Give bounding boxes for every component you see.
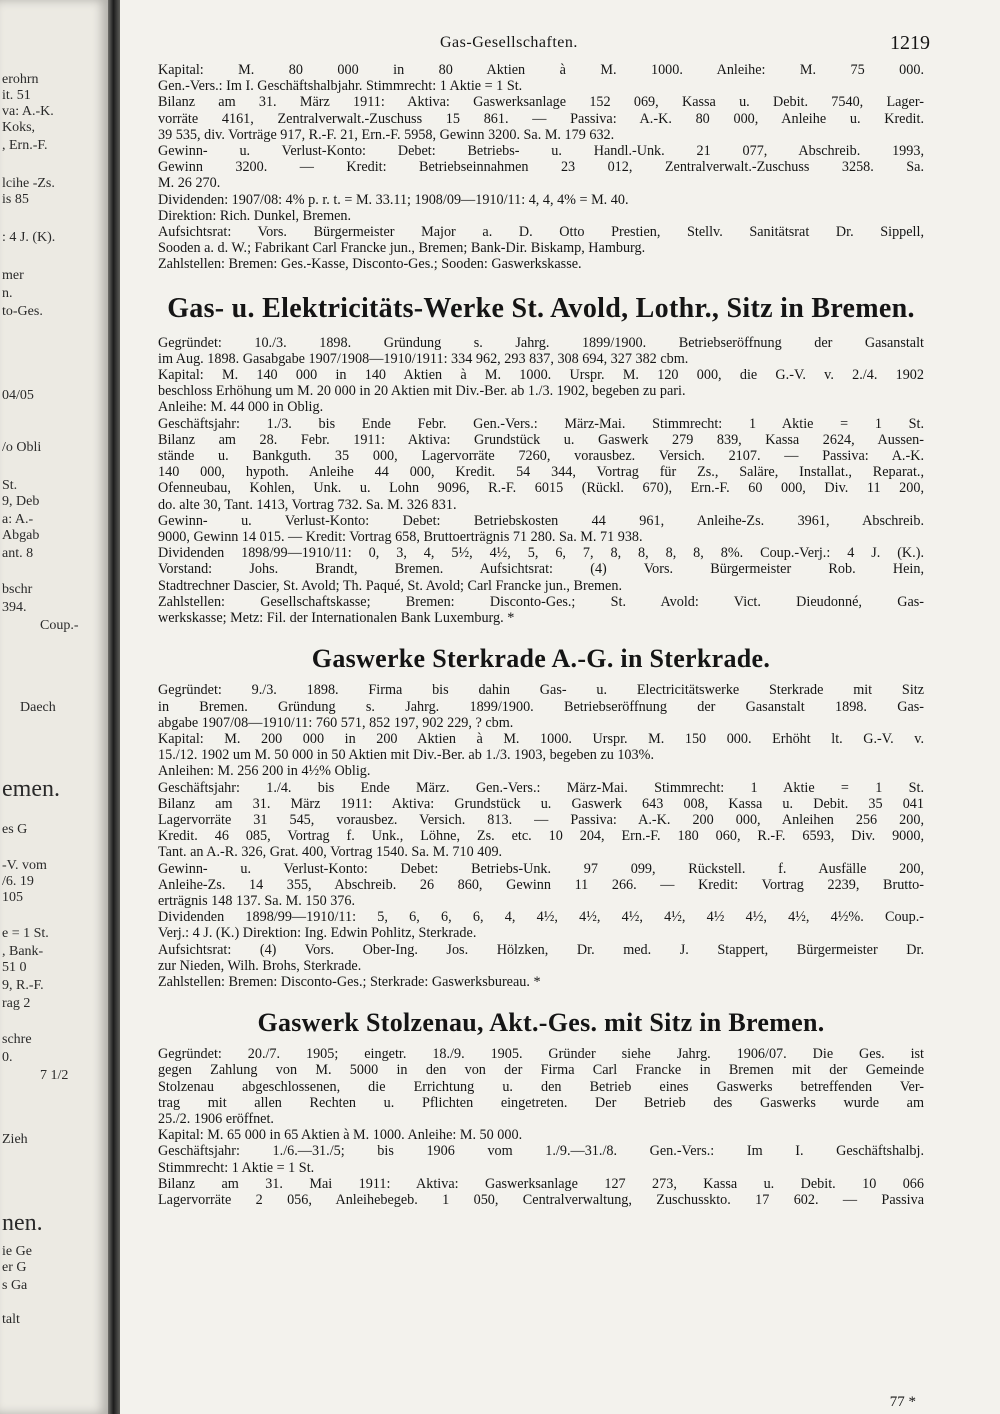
text-line: in Bremen. Gründung s. Jahrg. 1899/1900. Betriebseröffnung der Gasanstalt 1898. Gas-	[158, 698, 924, 715]
left-page-fragment: talt	[2, 1312, 20, 1327]
text-line: Gewinn- u. Verlust-Konto: Debet: Betriebs-Unk. 97 099, Rückstell. f. Ausfälle 200,	[158, 860, 924, 877]
page-header	[120, 34, 1000, 56]
text-line: im Aug. 1898. Gasabgabe 1907/1908—1910/1911: 334 962, 293 837, 308 694, 327 382 cbm.	[158, 350, 689, 367]
text-line: Anleihe-Zs. 14 355, Abschreib. 26 860, Gewinn 11 266. — Kredit: Vortrag 2239, Brutto-	[158, 876, 924, 893]
text-line: Aufsichtsrat: Vors. Bürgermeister Major a. D. Otto Prestien, Stellv. Sanitätsrat Dr. Sippell,	[158, 224, 924, 241]
text-line: Gegründet: 20./7. 1905; eingetr. 18./9. 1905. Gründer siehe Jahrg. 1906/07. Die Ges. ist	[158, 1046, 924, 1063]
text-line: Kapital: M. 65 000 in 65 Aktien à M. 1000. Anleihe: M. 50 000.	[158, 1127, 523, 1144]
left-page-fragment: Zieh	[2, 1132, 28, 1147]
text-line: Kredit. 46 085, Vortrag f. Unk., Löhne, Zs. etc. 10 204, Ern.-F. 180 060, R.-F. 6593, Div. 9000,	[158, 828, 924, 845]
left-page-fragment: , Bank-	[2, 944, 44, 959]
text-line: Geschäftsjahr: 1./3. bis Ende Febr. Gen.-Vers.: März-Mai. Stimmrecht: 1 Aktie = 1 St.	[158, 415, 924, 432]
left-page-fragment: bschr	[2, 582, 33, 597]
left-page-fragment: n.	[2, 286, 13, 301]
text-line: beschloss Erhöhung um M. 20 000 in 20 Aktien mit Div.-Ber. ab 1./3. 1902, begeben zu pari.	[158, 383, 686, 400]
text-line: Gewinn- u. Verlust-Konto: Debet: Betriebskosten 44 961, Anleihe-Zs. 3961, Abschreib.	[158, 512, 924, 529]
text-line: Lagervorräte 31 545, vorausbez. Versich. 813. — Passiva: A.-K. 200 000, Anleihen 256 200,	[158, 811, 924, 828]
running-title: Gas-Gesellschaften.	[440, 34, 578, 51]
text-line: 25./2. 1906 eröffnet.	[158, 1110, 274, 1127]
page-number: 1219	[890, 32, 930, 54]
signature-mark: 77 *	[889, 1394, 916, 1410]
text-line: 9000, Gewinn 14 015. — Kredit: Vortrag 658, Bruttoerträgnis 71 280. Sa. M. 71 938.	[158, 529, 643, 546]
text-line: Zahlstellen: Gesellschaftskasse; Bremen: Disconto-Ges.; St. Avold: Vict. Dieudonné, Gas-	[158, 593, 924, 610]
text-line: Verj.: 4 J. (K.) Direktion: Ing. Edwin Pohlitz, Sterkrade.	[158, 925, 477, 942]
right-page	[120, 0, 1000, 1414]
left-page-fragment: Koks,	[2, 120, 36, 135]
left-page-fragment: Abgab	[2, 528, 40, 543]
text-line: stände u. Bankguth. 35 000, Lagervorräte 7260, vorausbez. Versich. 2107. — Passiva: A.-K.	[158, 448, 924, 465]
text-line: erträgnis 148 137. Sa. M. 150 376.	[158, 892, 356, 909]
text-line: Aufsichtsrat: (4) Vors. Ober-Ing. Jos. Hölzken, Dr. med. J. Stappert, Bürgermeister Dr.	[158, 941, 924, 958]
left-page-fragment: -V. vom	[2, 858, 47, 873]
left-page-fragment: es G	[2, 822, 28, 837]
text-line: Gegründet: 9./3. 1898. Firma bis dahin Gas- u. Electricitätswerke Sterkrade mit Sitz	[158, 682, 924, 699]
left-page-fragment: is 85	[2, 192, 29, 207]
text-line: Anleihen: M. 256 200 in 4½% Oblig.	[158, 763, 371, 780]
text-line: Zahlstellen: Bremen: Disconto-Ges.; Sterkrade: Gaswerksbureau. *	[158, 973, 541, 990]
text-line: Ofenneubau, Kohlen, Unk. u. Lohn 9096, R.-F. 6015 (Rückl. 670), Ern.-F. 60 000, Div. 11 200,	[158, 480, 924, 497]
text-line: do. alte 30, Tant. 1413, Vortrag 732. Sa. M. 326 831.	[158, 496, 457, 513]
section-stolzenau	[158, 1046, 924, 1208]
text-line: gegen Zahlung von M. 5000 in den von der Firma Carl Francke in Bremen mit der Gemeinde	[158, 1062, 924, 1079]
text-line: Direktion: Rich. Dunkel, Bremen.	[158, 207, 352, 224]
text-line: vorräte 4161, Zentralverwalt.-Zuschuss 15 861. — Passiva: A.-K. 80 000, Anleihe u. Kredit.	[158, 110, 924, 127]
left-page-edge	[0, 0, 108, 1414]
left-page-fragment: ant. 8	[2, 546, 34, 561]
section-title-sterkrade: Gaswerke Sterkrade A.-G. in Sterkrade.	[311, 644, 771, 674]
left-page-fragment: Coup.-	[40, 618, 79, 633]
left-page-fragment: 0.	[2, 1050, 13, 1065]
left-page-fragment: 394.	[2, 600, 27, 615]
text-line: Geschäftsjahr: 1./4. bis Ende März. Gen.-Vers.: März-Mai. Stimmrecht: 1 Aktie = 1 St.	[158, 779, 924, 796]
text-line: zur Nieden, Wilh. Brohs, Sterkrade.	[158, 957, 362, 974]
left-page-fragment: St.	[2, 478, 18, 493]
text-line: Gewinn- u. Verlust-Konto: Debet: Betriebs- u. Handl.-Unk. 21 077, Abschreib. 1993,	[158, 143, 924, 160]
left-page-fragment: rag 2	[2, 996, 31, 1011]
text-line: Zahlstellen: Bremen: Ges.-Kasse, Disconto-Ges.; Sooden: Gaswerkskasse.	[158, 256, 582, 273]
text-line: Kapital: M. 140 000 in 140 Aktien à M. 1000. Urspr. M. 120 000, die G.-V. v. 2./4. 1902	[158, 367, 924, 384]
text-line: Bilanz am 28. Febr. 1911: Aktiva: Grundstück u. Gaswerk 279 839, Kassa 2624, Aussen-	[158, 431, 924, 448]
text-line: Bilanz am 31. Mai 1911: Aktiva: Gaswerksanlage 127 273, Kassa u. Debit. 10 066	[158, 1175, 924, 1192]
text-line: Dividenden 1898/99—1910/11: 5, 6, 6, 6, 4, 4½, 4½, 4½, 4½, 4½ 4½, 4½, 4½%. Coup.-	[158, 909, 924, 926]
left-page-fragment: s Ga	[2, 1278, 28, 1293]
text-line: Sooden a. d. W.; Fabrikant Carl Francke jun., Bremen; Bank-Dir. Biskamp, Hamburg.	[158, 240, 646, 257]
left-page-fragment: 9, R.-F.	[2, 978, 44, 993]
page-content	[158, 62, 924, 1208]
text-line: 15./12. 1902 um M. 50 000 in 50 Aktien mit Div.-Ber. ab 1./3. 1903, begeben zu 103%.	[158, 747, 654, 764]
left-page-fragment: a: A.-	[2, 512, 34, 527]
section-sterkrade	[158, 682, 924, 990]
left-page-fragment: : 4 J. (K).	[2, 230, 56, 245]
text-line: Bilanz am 31. März 1911: Aktiva: Grundstück u. Gaswerk 643 008, Kassa u. Debit. 35 041	[158, 795, 924, 812]
text-line: Stolzenau abgeschlossenen, die Errichtung u. den Betrieb eines Gaswerks betreffenden Ver-	[158, 1078, 924, 1095]
left-page-fragment: er G	[2, 1260, 27, 1275]
left-page-fragment: Daech	[20, 700, 56, 715]
text-line: Kapital: M. 80 000 in 80 Aktien à M. 1000. Anleihe: M. 75 000.	[158, 62, 924, 78]
text-line: Bilanz am 31. März 1911: Aktiva: Gaswerksanlage 152 069, Kassa u. Debit. 7540, Lager-	[158, 94, 924, 111]
text-line: werkskasse; Metz: Fil. der Internationalen Bank Luxemburg. *	[158, 610, 515, 627]
left-page-fragment: schre	[2, 1032, 32, 1047]
text-line: Gegründet: 10./3. 1898. Gründung s. Jahrg. 1899/1900. Betriebseröffnung der Gasanstalt	[158, 334, 924, 351]
book-gutter	[108, 0, 120, 1414]
left-page-fragment: it. 51	[2, 88, 31, 103]
text-line: Gen.-Vers.: Im I. Geschäftshalbjahr. Stimmrecht: 1 Aktie = 1 St.	[158, 78, 523, 95]
text-line: Geschäftsjahr: 1./6.—31./5; bis 1906 vom 1./9.—31./8. Gen.-Vers.: Im I. Geschäftshalbj.	[158, 1143, 924, 1160]
left-page-fragment: , Ern.-F.	[2, 138, 48, 153]
left-page-fragment: /6. 19	[2, 874, 34, 889]
left-page-fragment: lcihe -Zs.	[2, 176, 55, 191]
left-page-fragment: 105	[2, 890, 23, 905]
section-title-stolzenau: Gaswerk Stolzenau, Akt.-Ges. mit Sitz in Bremen.	[257, 1008, 825, 1038]
left-page-fragment: 9, Deb	[2, 494, 40, 509]
left-page-fragment: erohrn	[2, 72, 39, 87]
left-page-fragment: /o Obli	[2, 440, 42, 455]
text-line: 39 535, div. Vorträge 917, R.-F. 21, Ern.-F. 5958, Gewinn 3200. Sa. M. 179 632.	[158, 126, 615, 143]
text-line: Lagervorräte 2 056, Anleihebegeb. 1 050, Centralverwaltung, Zuschusskto. 17 602. — Passiva	[158, 1191, 924, 1208]
left-page-fragment: to-Ges.	[2, 304, 43, 319]
text-line: Tant. an A.-R. 326, Grat. 400, Vortrag 1540. Sa. M. 710 409.	[158, 844, 503, 861]
left-page-fragment: 7 1/2	[40, 1068, 69, 1083]
text-line: Anleihe: M. 44 000 in Oblig.	[158, 399, 324, 416]
text-line: Dividenden: 1907/08: 4% p. r. t. = M. 33.11; 1908/09—1910/11: 4, 4, 4% = M. 40.	[158, 191, 629, 208]
text-line: Stimmrecht: 1 Aktie = 1 St.	[158, 1159, 315, 1176]
left-page-fragment: 04/05	[2, 388, 34, 403]
section-title-st-avold: Gas- u. Elektricitäts-Werke St. Avold, Lothr., Sitz in Bremen.	[167, 292, 915, 324]
text-line: Stadtrechner Dascier, St. Avold; Th. Paqué, St. Avold; Carl Francke jun., Bremen.	[158, 577, 622, 594]
left-page-fragment: emen.	[2, 776, 60, 802]
text-line: abgabe 1907/08—1910/11: 760 571, 852 197, 902 229, ? cbm.	[158, 714, 514, 731]
text-line: Dividenden 1898/99—1910/11: 0, 3, 4, 5½, 4½, 5, 6, 7, 8, 8, 8, 8, 8%. Coup.-Verj.: 4 J. (K.).	[158, 545, 924, 562]
left-page-fragment: ie Ge	[2, 1244, 32, 1259]
left-page-fragment: mer	[2, 268, 24, 283]
text-line: Kapital: M. 200 000 in 200 Aktien à M. 1000. Urspr. M. 150 000. Erhöht lt. G.-V. v.	[158, 730, 924, 747]
text-line: 140 000, hypoth. Anleihe 44 000, Kredit. 54 344, Vortrag für Zs., Saläre, Installat., Reparat.,	[158, 464, 924, 481]
left-page-fragment: e = 1 St.	[2, 926, 49, 941]
text-line: trag mit allen Rechten u. Pflichten eingetreten. Der Betrieb des Gaswerks wurde am	[158, 1094, 924, 1111]
left-page-fragment: nen.	[2, 1210, 43, 1236]
section-unnamed-gas-company	[158, 62, 924, 273]
text-line: M. 26 270.	[158, 175, 221, 192]
text-line: Gewinn 3200. — Kredit: Betriebseinnahmen 23 012, Zentralverwalt.-Zuschuss 3258. Sa.	[158, 159, 924, 176]
left-page-fragment: 51 0	[2, 960, 27, 975]
text-line: Vorstand: Johs. Brandt, Bremen. Aufsichtsrat: (4) Vors. Bürgermeister Rob. Hein,	[158, 561, 924, 578]
left-page-fragment: va: A.-K.	[2, 104, 54, 119]
section-st-avold	[158, 335, 924, 627]
